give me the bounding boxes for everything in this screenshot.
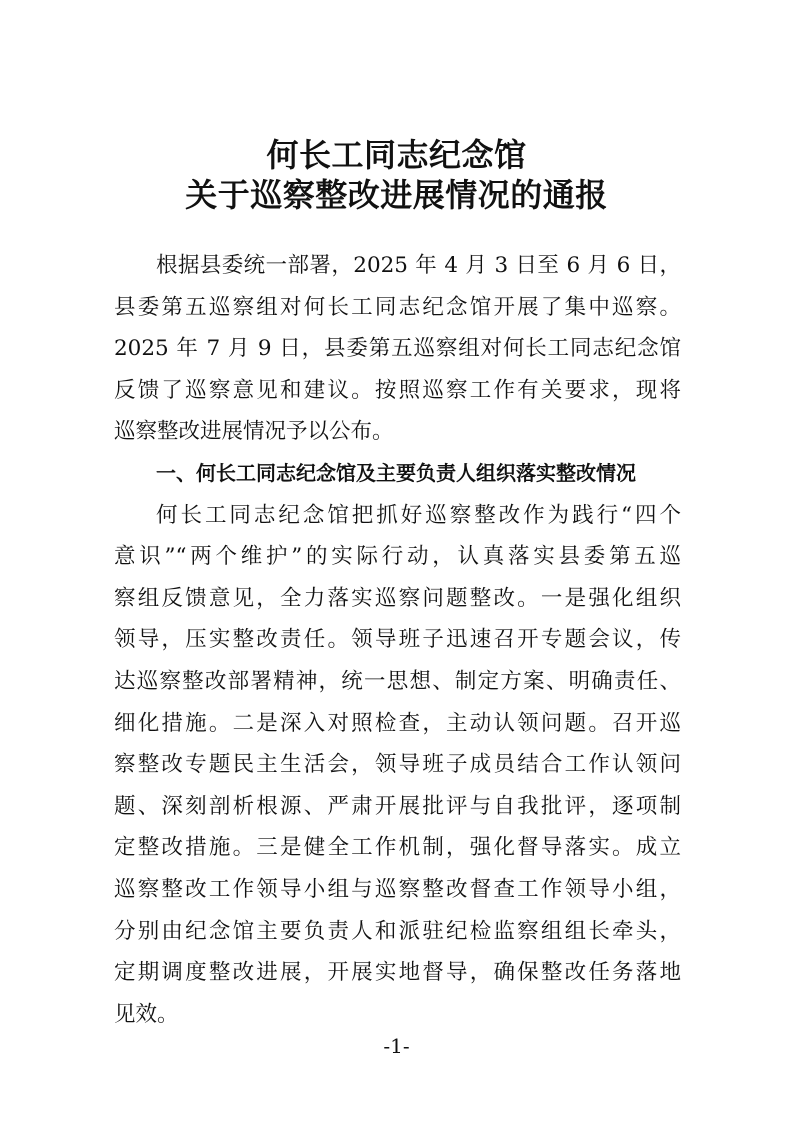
text-line: 何长工同志纪念馆把抓好巡察整改作为践行“四个 <box>156 502 681 528</box>
text-line: 定期调度整改进展，开展实地督导，确保整改任务落地 <box>114 960 681 986</box>
document-title-line-2: 关于巡察整改进展情况的通报 <box>185 176 608 214</box>
text-line: 定整改措施。三是健全工作机制，强化督导落实。成立 <box>114 835 681 861</box>
text-line: 巡察整改工作领导小组与巡察整改督查工作领导小组， <box>114 876 681 902</box>
document-body <box>114 245 681 1035</box>
text-line: 县委第五巡察组对何长工同志纪念馆开展了集中巡察。 <box>114 294 681 320</box>
text-line: 见效。 <box>114 1001 179 1027</box>
paragraph-section-1 <box>114 495 681 1036</box>
text-line: 达巡察整改部署精神，统一思想、制定方案、明确责任、 <box>114 668 681 694</box>
section-heading: 一、何长工同志纪念馆及主要负责人组织落实整改情况 <box>156 460 636 485</box>
text-line: 根据县委统一部署，2025 年 4 月 3 日至 6 月 6 日， <box>156 253 681 278</box>
text-line: 细化措施。二是深入对照检查，主动认领问题。召开巡 <box>114 710 681 736</box>
document-title-line-1: 何长工同志纪念馆 <box>266 136 527 174</box>
text-line: 分别由纪念馆主要负责人和派驻纪检监察组组长牵头， <box>114 918 681 944</box>
text-line: 察整改专题民主生活会，领导班子成员结合工作认领问 <box>114 752 681 778</box>
text-line: 意识”“两个维护”的实际行动，认真落实县委第五巡 <box>114 544 681 570</box>
text-line: 巡察整改进展情况予以公布。 <box>114 419 394 445</box>
text-line: 领导，压实整改责任。领导班子迅速召开专题会议，传 <box>114 627 681 653</box>
page-number: -1- <box>383 1034 410 1058</box>
text-line: 题、深刻剖析根源、严肃开展批评与自我批评，逐项制 <box>114 793 681 819</box>
text-line: 反馈了巡察意见和建议。按照巡察工作有关要求，现将 <box>114 377 681 403</box>
text-line: 察组反馈意见，全力落实巡察问题整改。一是强化组织 <box>114 585 681 611</box>
text-line: 2025 年 7 月 9 日，县委第五巡察组对何长工同志纪念馆 <box>114 336 681 362</box>
paragraph-intro <box>114 245 681 453</box>
